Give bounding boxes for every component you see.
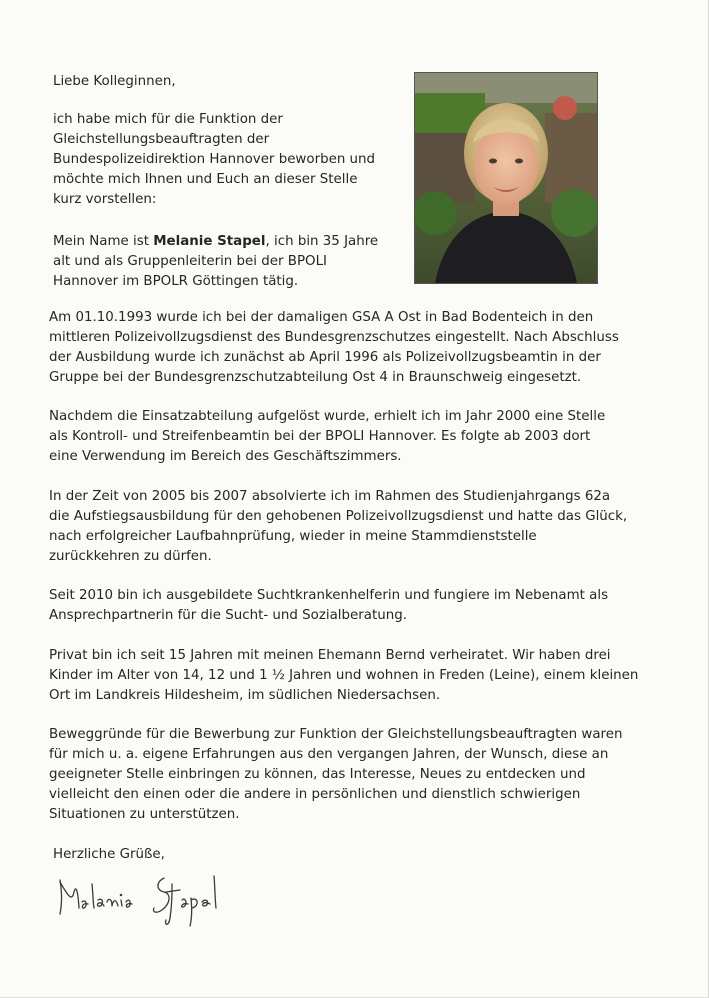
text-line: der Ausbildung wurde ich zunächst ab April 1996 als Polizeivollzugsbeamtin in der [49,350,601,365]
text-line: Nachdem die Einsatzabteilung aufgelöst wurde, erhielt ich im Jahr 2000 eine Stelle [49,409,606,424]
intro-line: möchte mich Ihnen und Euch an dieser Stelle [53,172,358,187]
text-line: Seit 2010 bin ich ausgebildete Suchtkrankenhelferin und fungiere im Nebenamt als [49,588,609,603]
name-prefix: Mein Name ist [53,234,154,249]
text-line: eine Verwendung im Bereich des Geschäftszimmers. [49,449,402,464]
name-paragraph [53,232,388,292]
name-line [53,232,388,252]
text-line: nach erfolgreicher Laufbahnprüfung, wieder in meine Stammdienststelle [49,529,537,544]
intro-line: kurz vorstellen: [53,192,157,207]
intro-line: Bundespolizeidirektion Hannover beworben und [53,152,376,167]
name-line: Hannover im BPOLR Göttingen tätig. [53,274,299,289]
text-line: Am 01.10.1993 wurde ich bei der damaligen GSA A Ost in Bad Bodenteich in den [49,310,594,325]
name-suffix: , ich bin 35 Jahre [265,234,379,249]
paragraph-hannover [49,407,629,467]
paragraph-motivation [49,725,629,825]
text-line: vielleicht den einen oder die andere in persönlichen und dienstlich schwierigen [49,787,581,802]
greeting: Liebe Kolleginnen, [53,74,176,89]
paragraph-studies [49,487,629,567]
text-line: die Aufstiegsausbildung für den gehobenen Polizeivollzugsdienst und hatte das Glück, [49,509,628,524]
text-line: Ort im Landkreis Hildesheim, im südlichen Niedersachsen. [49,688,441,703]
name-line: alt und als Gruppenleiterin bei der BPOLI [53,254,327,269]
paragraph-addiction-help [49,586,629,626]
portrait-image [415,73,597,283]
text-line: Beweggründe für die Bewerbung zur Funktion der Gleichstellungsbeauftragten waren [49,727,623,742]
text-line: als Kontroll- und Streifenbeamtin bei der BPOLI Hannover. Es folgte ab 2003 dort [49,429,591,444]
intro-paragraph [53,110,383,210]
intro-line: Gleichstellungsbeauftragten der [53,132,270,147]
signature [52,862,242,932]
author-name: Melanie Stapel [153,234,266,249]
text-line: geeigneter Stelle einbringen zu können, das Interesse, Neues zu entdecken und [49,767,586,782]
text-line: Ansprechpartnerin für die Sucht- und Sozialberatung. [49,608,407,623]
text-line: Privat bin ich seit 15 Jahren mit meinen Ehemann Bernd verheiratet. Wir haben drei [49,648,611,663]
text-line: mittleren Polizeivollzugsdienst des Bundesgrenzschutzes eingestellt. Nach Abschluss [49,330,619,345]
text-line: Gruppe bei der Bundesgrenzschutzabteilung Ost 4 in Braunschweig eingesetzt. [49,370,582,385]
text-line: zurückkehren zu dürfen. [49,549,212,564]
text-line: In der Zeit von 2005 bis 2007 absolvierte ich im Rahmen des Studienjahrgangs 62a [49,489,611,504]
portrait-photo [414,72,598,284]
text-line: für mich u. a. eigene Erfahrungen aus den vergangen Jahren, der Wunsch, diese an [49,747,609,762]
paragraph-career-start [49,308,629,388]
closing: Herzliche Grüße, [53,847,165,862]
text-line: Kinder im Alter von 14, 12 und 1 ½ Jahren und wohnen in Freden (Leine), einem kleinen [49,668,639,683]
text-line: Situationen zu unterstützen. [49,807,240,822]
paragraph-private [49,646,639,706]
intro-line: ich habe mich für die Funktion der [53,112,283,127]
